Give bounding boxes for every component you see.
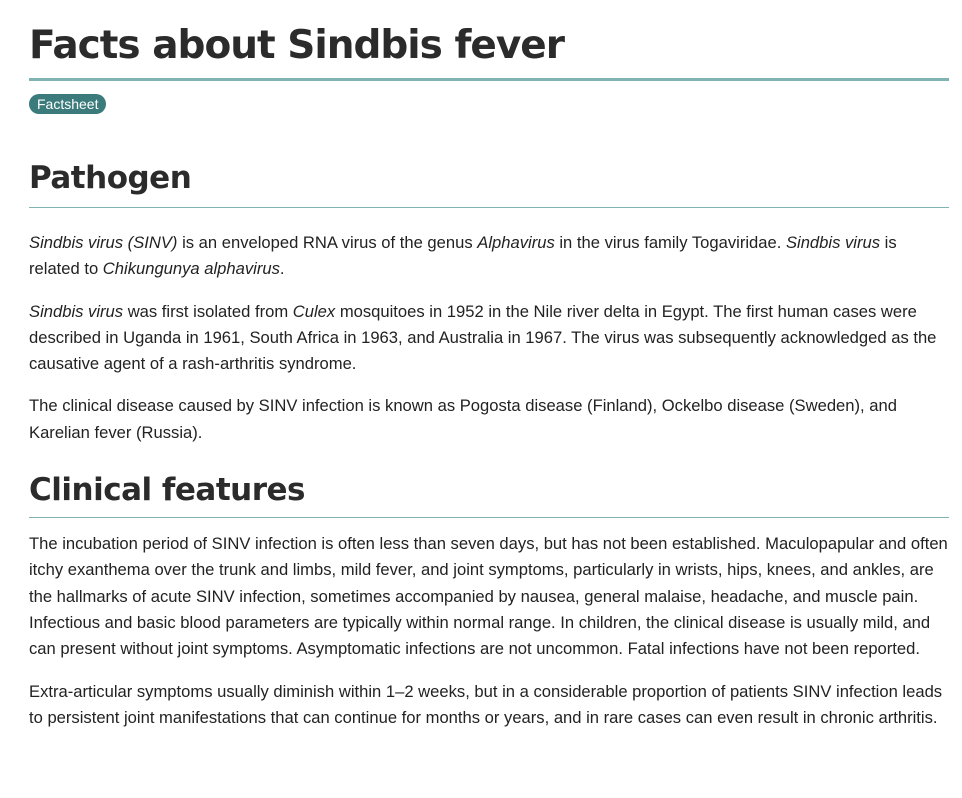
clinical-paragraph-1: The incubation period of SINV infection is often less than seven days, but has not been established. Maculopapular and often itchy exanthema over the trunk and limbs, mild fever, and joint symptoms, particularly in wrists, hips, knees, and ankles, are the hallmarks of acute SINV infection, sometimes accompanied by nausea, general malaise, headache, and muscle pain. Infectious and basic blood parameters are typically within normal range. In children, the clinical disease is usually mild, and can present without joint symptoms. Asymptomatic infections are not uncommon. Fatal infections have not been reported. — [29, 534, 948, 659]
text-span: mosquitoes in 1952 in the Nile river delta in Egypt. The first human cases were described in Uganda in 1961, South Africa in 1963, and Australia in 1967. The virus was subsequently acknowledged as the causative agent of a rash-arthritis syndrome. — [29, 301, 937, 374]
page-title: Facts about Sindbis fever — [29, 16, 949, 81]
pathogen-heading: Pathogen — [29, 153, 949, 208]
text-span: . — [279, 259, 285, 279]
text-span: is an enveloped RNA virus of the genus — [177, 233, 478, 252]
virus-name: Sindbis virus — [785, 233, 881, 252]
pathogen-section — [29, 153, 949, 446]
factsheet-page — [29, 0, 949, 731]
clinical-paragraph-2: Extra-articular symptoms usually diminish within 1–2 weeks, but in a considerable proportion of patients SINV infection leads to persistent joint manifestations that can continue for months or years, and in rare cases can even result in chronic arthritis. — [29, 681, 943, 727]
virus-name: Sindbis virus — [29, 301, 124, 321]
pathogen-paragraph-2 — [29, 299, 949, 378]
badge-row — [29, 94, 949, 115]
factsheet-badge[interactable]: Factsheet — [29, 94, 106, 114]
pathogen-paragraph-3: The clinical disease caused by SINV infection is known as Pogosta disease (Finland), Ockelbo disease (Sweden), and Karelian fever (Russia). — [29, 396, 897, 442]
clinical-heading: Clinical features — [29, 465, 949, 518]
pathogen-paragraph-1 — [29, 230, 949, 283]
text-span: in the virus family Togaviridae. — [554, 233, 786, 252]
text-span: was first isolated from — [123, 301, 293, 321]
clinical-section — [29, 465, 949, 731]
mosquito-genus-name: Culex — [292, 301, 336, 321]
text-span: is related to — [29, 233, 897, 279]
virus-name: Sindbis virus (SINV) — [29, 233, 178, 252]
genus-name: Alphavirus — [477, 233, 555, 252]
related-virus-name: Chikungunya alphavirus — [102, 259, 280, 279]
